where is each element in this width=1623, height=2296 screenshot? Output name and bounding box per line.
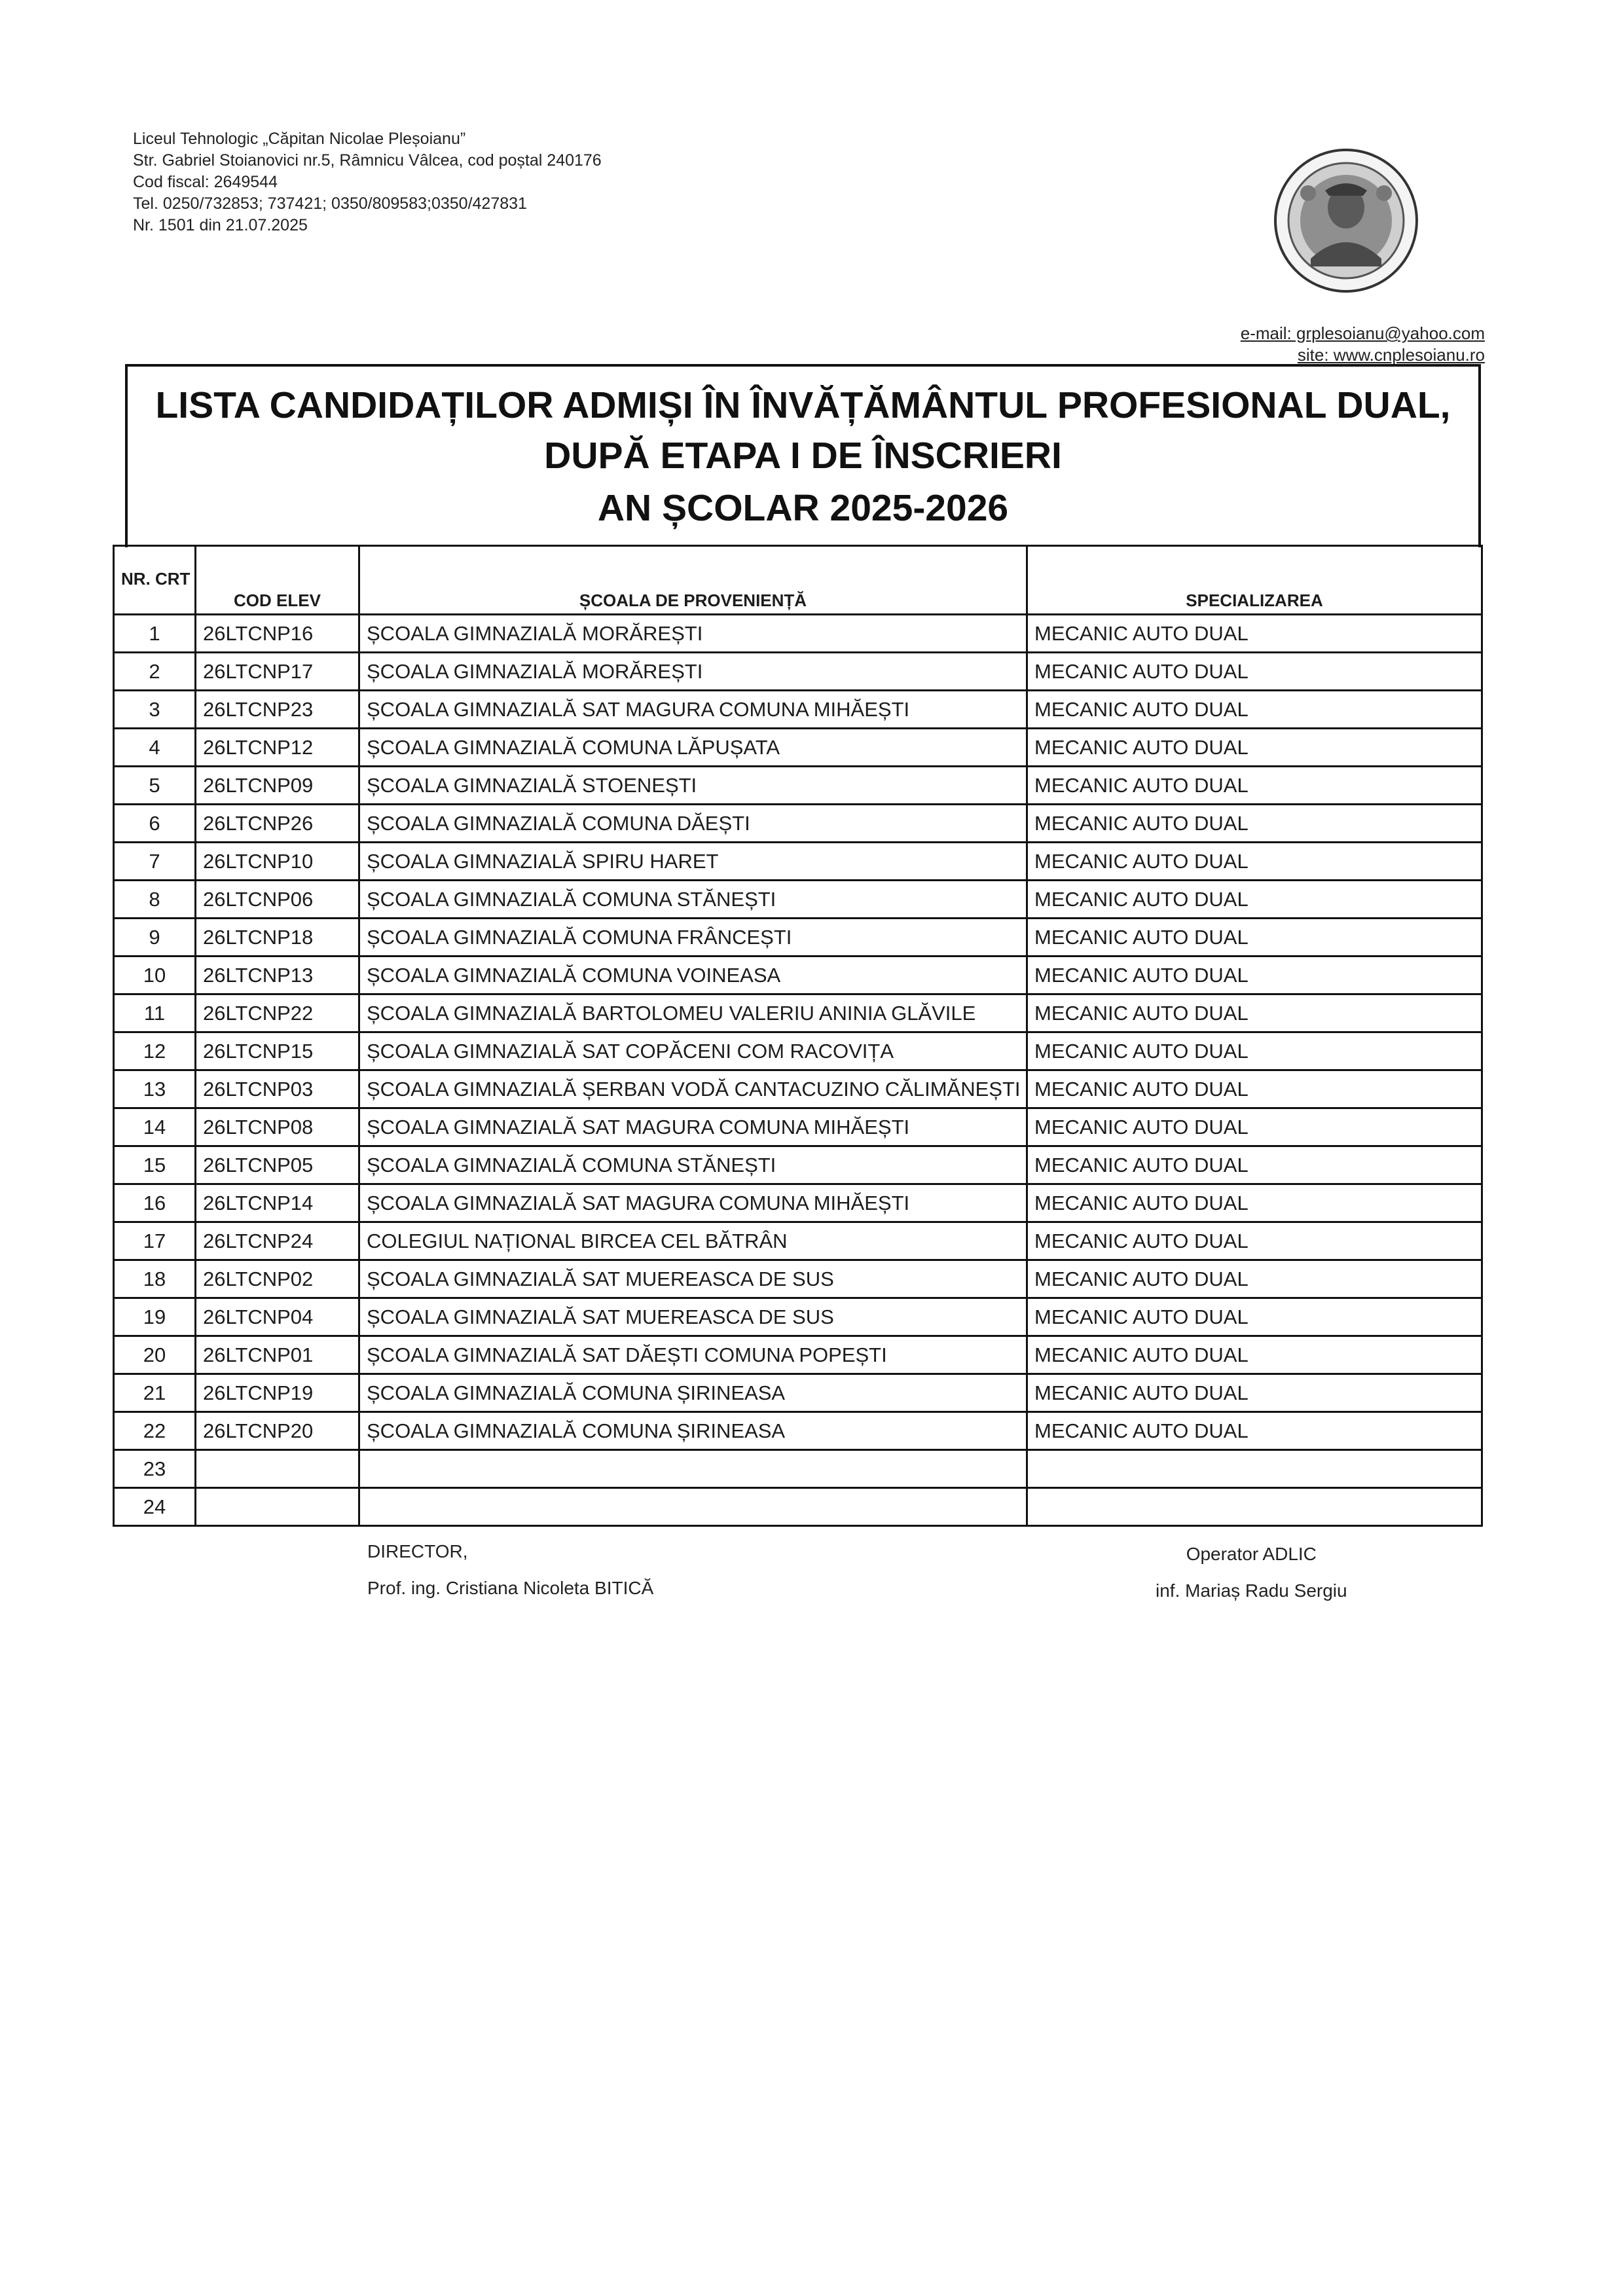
cell-scoala: ȘCOALA GIMNAZIALĂ STOENEȘTI xyxy=(359,767,1027,805)
cell-specializare: MECANIC AUTO DUAL xyxy=(1027,1032,1482,1070)
cell-nr: 15 xyxy=(114,1146,196,1184)
table-row xyxy=(114,1184,1482,1222)
cell-cod-elev: 26LTCNP01 xyxy=(196,1336,359,1374)
table-row xyxy=(114,1032,1482,1070)
table-body xyxy=(114,615,1482,1526)
cell-scoala: ȘCOALA GIMNAZIALĂ SAT COPĂCENI COM RACOVIȚA xyxy=(359,1032,1027,1070)
cell-cod-elev: 26LTCNP18 xyxy=(196,919,359,957)
cell-specializare: MECANIC AUTO DUAL xyxy=(1027,653,1482,691)
table-header-row xyxy=(114,546,1482,615)
cell-cod-elev: 26LTCNP16 xyxy=(196,615,359,653)
email-link[interactable]: e-mail: grplesoianu@yahoo.com xyxy=(1240,323,1485,343)
cell-specializare: MECANIC AUTO DUAL xyxy=(1027,1108,1482,1146)
cell-specializare: MECANIC AUTO DUAL xyxy=(1027,994,1482,1032)
document-title xyxy=(125,364,1481,547)
header-line-fiscal-code: Cod fiscal: 2649544 xyxy=(133,173,278,191)
table-row xyxy=(114,1412,1482,1450)
cell-cod-elev: 26LTCNP20 xyxy=(196,1412,359,1450)
cell-scoala: ȘCOALA GIMNAZIALĂ COMUNA STĂNEȘTI xyxy=(359,881,1027,919)
title-line-3: AN ȘCOLAR 2025-2026 xyxy=(597,487,1009,529)
cell-specializare xyxy=(1027,1450,1482,1488)
cell-specializare: MECANIC AUTO DUAL xyxy=(1027,767,1482,805)
cell-specializare: MECANIC AUTO DUAL xyxy=(1027,691,1482,729)
table-row xyxy=(114,1336,1482,1374)
table-row xyxy=(114,653,1482,691)
header-line-registration-number: Nr. 1501 din 21.07.2025 xyxy=(133,216,308,234)
header-specializarea: SPECIALIZAREA xyxy=(1027,546,1482,615)
cell-nr: 17 xyxy=(114,1222,196,1260)
cell-specializare: MECANIC AUTO DUAL xyxy=(1027,1260,1482,1298)
cell-nr: 11 xyxy=(114,994,196,1032)
cell-nr: 22 xyxy=(114,1412,196,1450)
cell-scoala: ȘCOALA GIMNAZIALĂ SPIRU HARET xyxy=(359,843,1027,881)
cell-specializare: MECANIC AUTO DUAL xyxy=(1027,881,1482,919)
cell-nr: 5 xyxy=(114,767,196,805)
cell-specializare: MECANIC AUTO DUAL xyxy=(1027,805,1482,843)
cell-nr: 3 xyxy=(114,691,196,729)
cell-nr: 8 xyxy=(114,881,196,919)
table-row xyxy=(114,767,1482,805)
cell-scoala: ȘCOALA GIMNAZIALĂ MORĂREȘTI xyxy=(359,615,1027,653)
table-row xyxy=(114,729,1482,767)
operator-role: Operator ADLIC xyxy=(1186,1544,1317,1564)
cell-scoala: ȘCOALA GIMNAZIALĂ SAT MAGURA COMUNA MIHĂEȘTI xyxy=(359,1184,1027,1222)
cell-cod-elev: 26LTCNP03 xyxy=(196,1070,359,1108)
cell-scoala: ȘCOALA GIMNAZIALĂ COMUNA ȘIRINEASA xyxy=(359,1374,1027,1412)
cell-scoala: ȘCOALA GIMNAZIALĂ COMUNA VOINEASA xyxy=(359,957,1027,994)
cell-specializare: MECANIC AUTO DUAL xyxy=(1027,729,1482,767)
header-scoala-provenienta: ȘCOALA DE PROVENIENȚĂ xyxy=(359,546,1027,615)
cell-nr: 18 xyxy=(114,1260,196,1298)
cell-nr: 14 xyxy=(114,1108,196,1146)
cell-nr: 19 xyxy=(114,1298,196,1336)
cell-specializare: MECANIC AUTO DUAL xyxy=(1027,1298,1482,1336)
cell-specializare: MECANIC AUTO DUAL xyxy=(1027,843,1482,881)
cell-cod-elev: 26LTCNP22 xyxy=(196,994,359,1032)
cell-scoala xyxy=(359,1488,1027,1526)
cell-specializare: MECANIC AUTO DUAL xyxy=(1027,957,1482,994)
table-row xyxy=(114,1450,1482,1488)
table-row xyxy=(114,1108,1482,1146)
cell-specializare: MECANIC AUTO DUAL xyxy=(1027,1222,1482,1260)
cell-specializare: MECANIC AUTO DUAL xyxy=(1027,1070,1482,1108)
table-row xyxy=(114,1298,1482,1336)
cell-scoala: ȘCOALA GIMNAZIALĂ COMUNA FRÂNCEȘTI xyxy=(359,919,1027,957)
cell-scoala: ȘCOALA GIMNAZIALĂ MORĂREȘTI xyxy=(359,653,1027,691)
header-line-school-name: Liceul Tehnologic „Căpitan Nicolae Pleșoianu” xyxy=(133,130,466,148)
director-name: Prof. ing. Cristiana Nicoleta BITICĂ xyxy=(367,1578,654,1598)
header-nr-crt: NR. CRT xyxy=(114,546,196,615)
table-row xyxy=(114,615,1482,653)
cell-scoala: ȘCOALA GIMNAZIALĂ SAT DĂEȘTI COMUNA POPEȘTI xyxy=(359,1336,1027,1374)
cell-nr: 23 xyxy=(114,1450,196,1488)
cell-nr: 10 xyxy=(114,957,196,994)
cell-scoala: ȘCOALA GIMNAZIALĂ SAT MUEREASCA DE SUS xyxy=(359,1260,1027,1298)
cell-nr: 12 xyxy=(114,1032,196,1070)
table-row xyxy=(114,957,1482,994)
table-row xyxy=(114,1488,1482,1526)
cell-specializare: MECANIC AUTO DUAL xyxy=(1027,1336,1482,1374)
cell-specializare: MECANIC AUTO DUAL xyxy=(1027,1184,1482,1222)
director-signature xyxy=(367,1533,653,1607)
operator-signature xyxy=(1156,1536,1347,1609)
cell-cod-elev xyxy=(196,1488,359,1526)
candidates-table xyxy=(113,545,1483,1527)
cell-nr: 6 xyxy=(114,805,196,843)
cell-cod-elev: 26LTCNP12 xyxy=(196,729,359,767)
cell-scoala: ȘCOALA GIMNAZIALĂ COMUNA STĂNEȘTI xyxy=(359,1146,1027,1184)
cell-nr: 16 xyxy=(114,1184,196,1222)
cell-scoala: ȘCOALA GIMNAZIALĂ COMUNA LĂPUȘATA xyxy=(359,729,1027,767)
director-role: DIRECTOR, xyxy=(367,1541,468,1561)
school-header xyxy=(133,128,602,236)
cell-cod-elev: 26LTCNP24 xyxy=(196,1222,359,1260)
cell-cod-elev: 26LTCNP10 xyxy=(196,843,359,881)
title-line-2: DUPĂ ETAPA I DE ÎNSCRIERI xyxy=(544,435,1062,477)
cell-specializare xyxy=(1027,1488,1482,1526)
cell-nr: 2 xyxy=(114,653,196,691)
table-row xyxy=(114,1070,1482,1108)
table-row xyxy=(114,994,1482,1032)
cell-nr: 21 xyxy=(114,1374,196,1412)
table-row xyxy=(114,1260,1482,1298)
cell-nr: 24 xyxy=(114,1488,196,1526)
cell-cod-elev: 26LTCNP17 xyxy=(196,653,359,691)
cell-specializare: MECANIC AUTO DUAL xyxy=(1027,919,1482,957)
cell-scoala: ȘCOALA GIMNAZIALĂ COMUNA ȘIRINEASA xyxy=(359,1412,1027,1450)
header-line-address: Str. Gabriel Stoianovici nr.5, Râmnicu Vâlcea, cod poștal 240176 xyxy=(133,151,602,170)
cell-nr: 1 xyxy=(114,615,196,653)
table-row xyxy=(114,1146,1482,1184)
contact-info xyxy=(1241,323,1485,366)
cell-cod-elev: 26LTCNP05 xyxy=(196,1146,359,1184)
cell-nr: 20 xyxy=(114,1336,196,1374)
cell-specializare: MECANIC AUTO DUAL xyxy=(1027,615,1482,653)
cell-scoala: COLEGIUL NAȚIONAL BIRCEA CEL BĂTRÂN xyxy=(359,1222,1027,1260)
cell-nr: 13 xyxy=(114,1070,196,1108)
cell-nr: 9 xyxy=(114,919,196,957)
table-row xyxy=(114,691,1482,729)
table-row xyxy=(114,1374,1482,1412)
cell-scoala: ȘCOALA GIMNAZIALĂ ȘERBAN VODĂ CANTACUZINO CĂLIMĂNEȘTI xyxy=(359,1070,1027,1108)
cell-scoala: ȘCOALA GIMNAZIALĂ SAT MUEREASCA DE SUS xyxy=(359,1298,1027,1336)
cell-nr: 4 xyxy=(114,729,196,767)
title-line-1: LISTA CANDIDAȚILOR ADMIȘI ÎN ÎNVĂȚĂMÂNTUL PROFESIONAL DUAL, xyxy=(155,384,1451,426)
cell-scoala: ȘCOALA GIMNAZIALĂ BARTOLOMEU VALERIU ANINIA GLĂVILE xyxy=(359,994,1027,1032)
cell-scoala xyxy=(359,1450,1027,1488)
cell-cod-elev: 26LTCNP04 xyxy=(196,1298,359,1336)
cell-cod-elev: 26LTCNP15 xyxy=(196,1032,359,1070)
header-cod-elev: COD ELEV xyxy=(196,546,359,615)
website-link[interactable]: site: www.cnplesoianu.ro xyxy=(1297,345,1485,365)
cell-cod-elev: 26LTCNP06 xyxy=(196,881,359,919)
school-seal-logo xyxy=(1265,147,1427,295)
cell-cod-elev: 26LTCNP19 xyxy=(196,1374,359,1412)
table-row xyxy=(114,1222,1482,1260)
cell-nr: 7 xyxy=(114,843,196,881)
cell-cod-elev: 26LTCNP26 xyxy=(196,805,359,843)
operator-name: inf. Mariaș Radu Sergiu xyxy=(1156,1580,1347,1601)
cell-cod-elev: 26LTCNP02 xyxy=(196,1260,359,1298)
cell-specializare: MECANIC AUTO DUAL xyxy=(1027,1412,1482,1450)
cell-specializare: MECANIC AUTO DUAL xyxy=(1027,1146,1482,1184)
table-row xyxy=(114,919,1482,957)
cell-cod-elev xyxy=(196,1450,359,1488)
cell-cod-elev: 26LTCNP13 xyxy=(196,957,359,994)
header-line-phone: Tel. 0250/732853; 737421; 0350/809583;0350/427831 xyxy=(133,194,527,213)
cell-specializare: MECANIC AUTO DUAL xyxy=(1027,1374,1482,1412)
cell-cod-elev: 26LTCNP09 xyxy=(196,767,359,805)
table-row xyxy=(114,805,1482,843)
cell-scoala: ȘCOALA GIMNAZIALĂ SAT MAGURA COMUNA MIHĂEȘTI xyxy=(359,691,1027,729)
cell-cod-elev: 26LTCNP08 xyxy=(196,1108,359,1146)
cell-cod-elev: 26LTCNP23 xyxy=(196,691,359,729)
cell-scoala: ȘCOALA GIMNAZIALĂ SAT MAGURA COMUNA MIHĂEȘTI xyxy=(359,1108,1027,1146)
cell-scoala: ȘCOALA GIMNAZIALĂ COMUNA DĂEȘTI xyxy=(359,805,1027,843)
cell-cod-elev: 26LTCNP14 xyxy=(196,1184,359,1222)
table-row xyxy=(114,881,1482,919)
table-row xyxy=(114,843,1482,881)
